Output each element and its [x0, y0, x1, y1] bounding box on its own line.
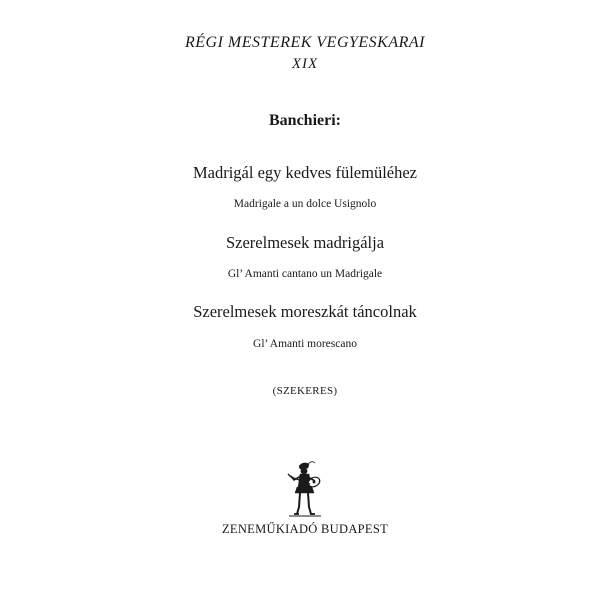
work-title: Madrigál egy kedves fülemüléhez: [192, 163, 418, 182]
series-number: XIX: [291, 56, 319, 72]
work-subtitle: Gl’ Amanti morescano: [253, 338, 357, 350]
lute-player-icon: [281, 460, 329, 518]
work-subtitle: Madrigale a un dolce Usignolo: [233, 198, 377, 210]
publisher-name: ZENEMŰKIADÓ BUDAPEST: [221, 522, 389, 536]
editor-name: (SZEKERES): [272, 385, 338, 397]
work-title: Szerelmesek moreszkát táncolnak: [193, 302, 417, 321]
composer-name: Banchieri:: [269, 112, 341, 129]
series-title: RÉGI MESTEREK VEGYESKARAI: [184, 34, 425, 51]
work-subtitle: Gl’ Amanti cantano un Madrigale: [227, 268, 383, 280]
work-title: Szerelmesek madrigálja: [225, 233, 385, 252]
